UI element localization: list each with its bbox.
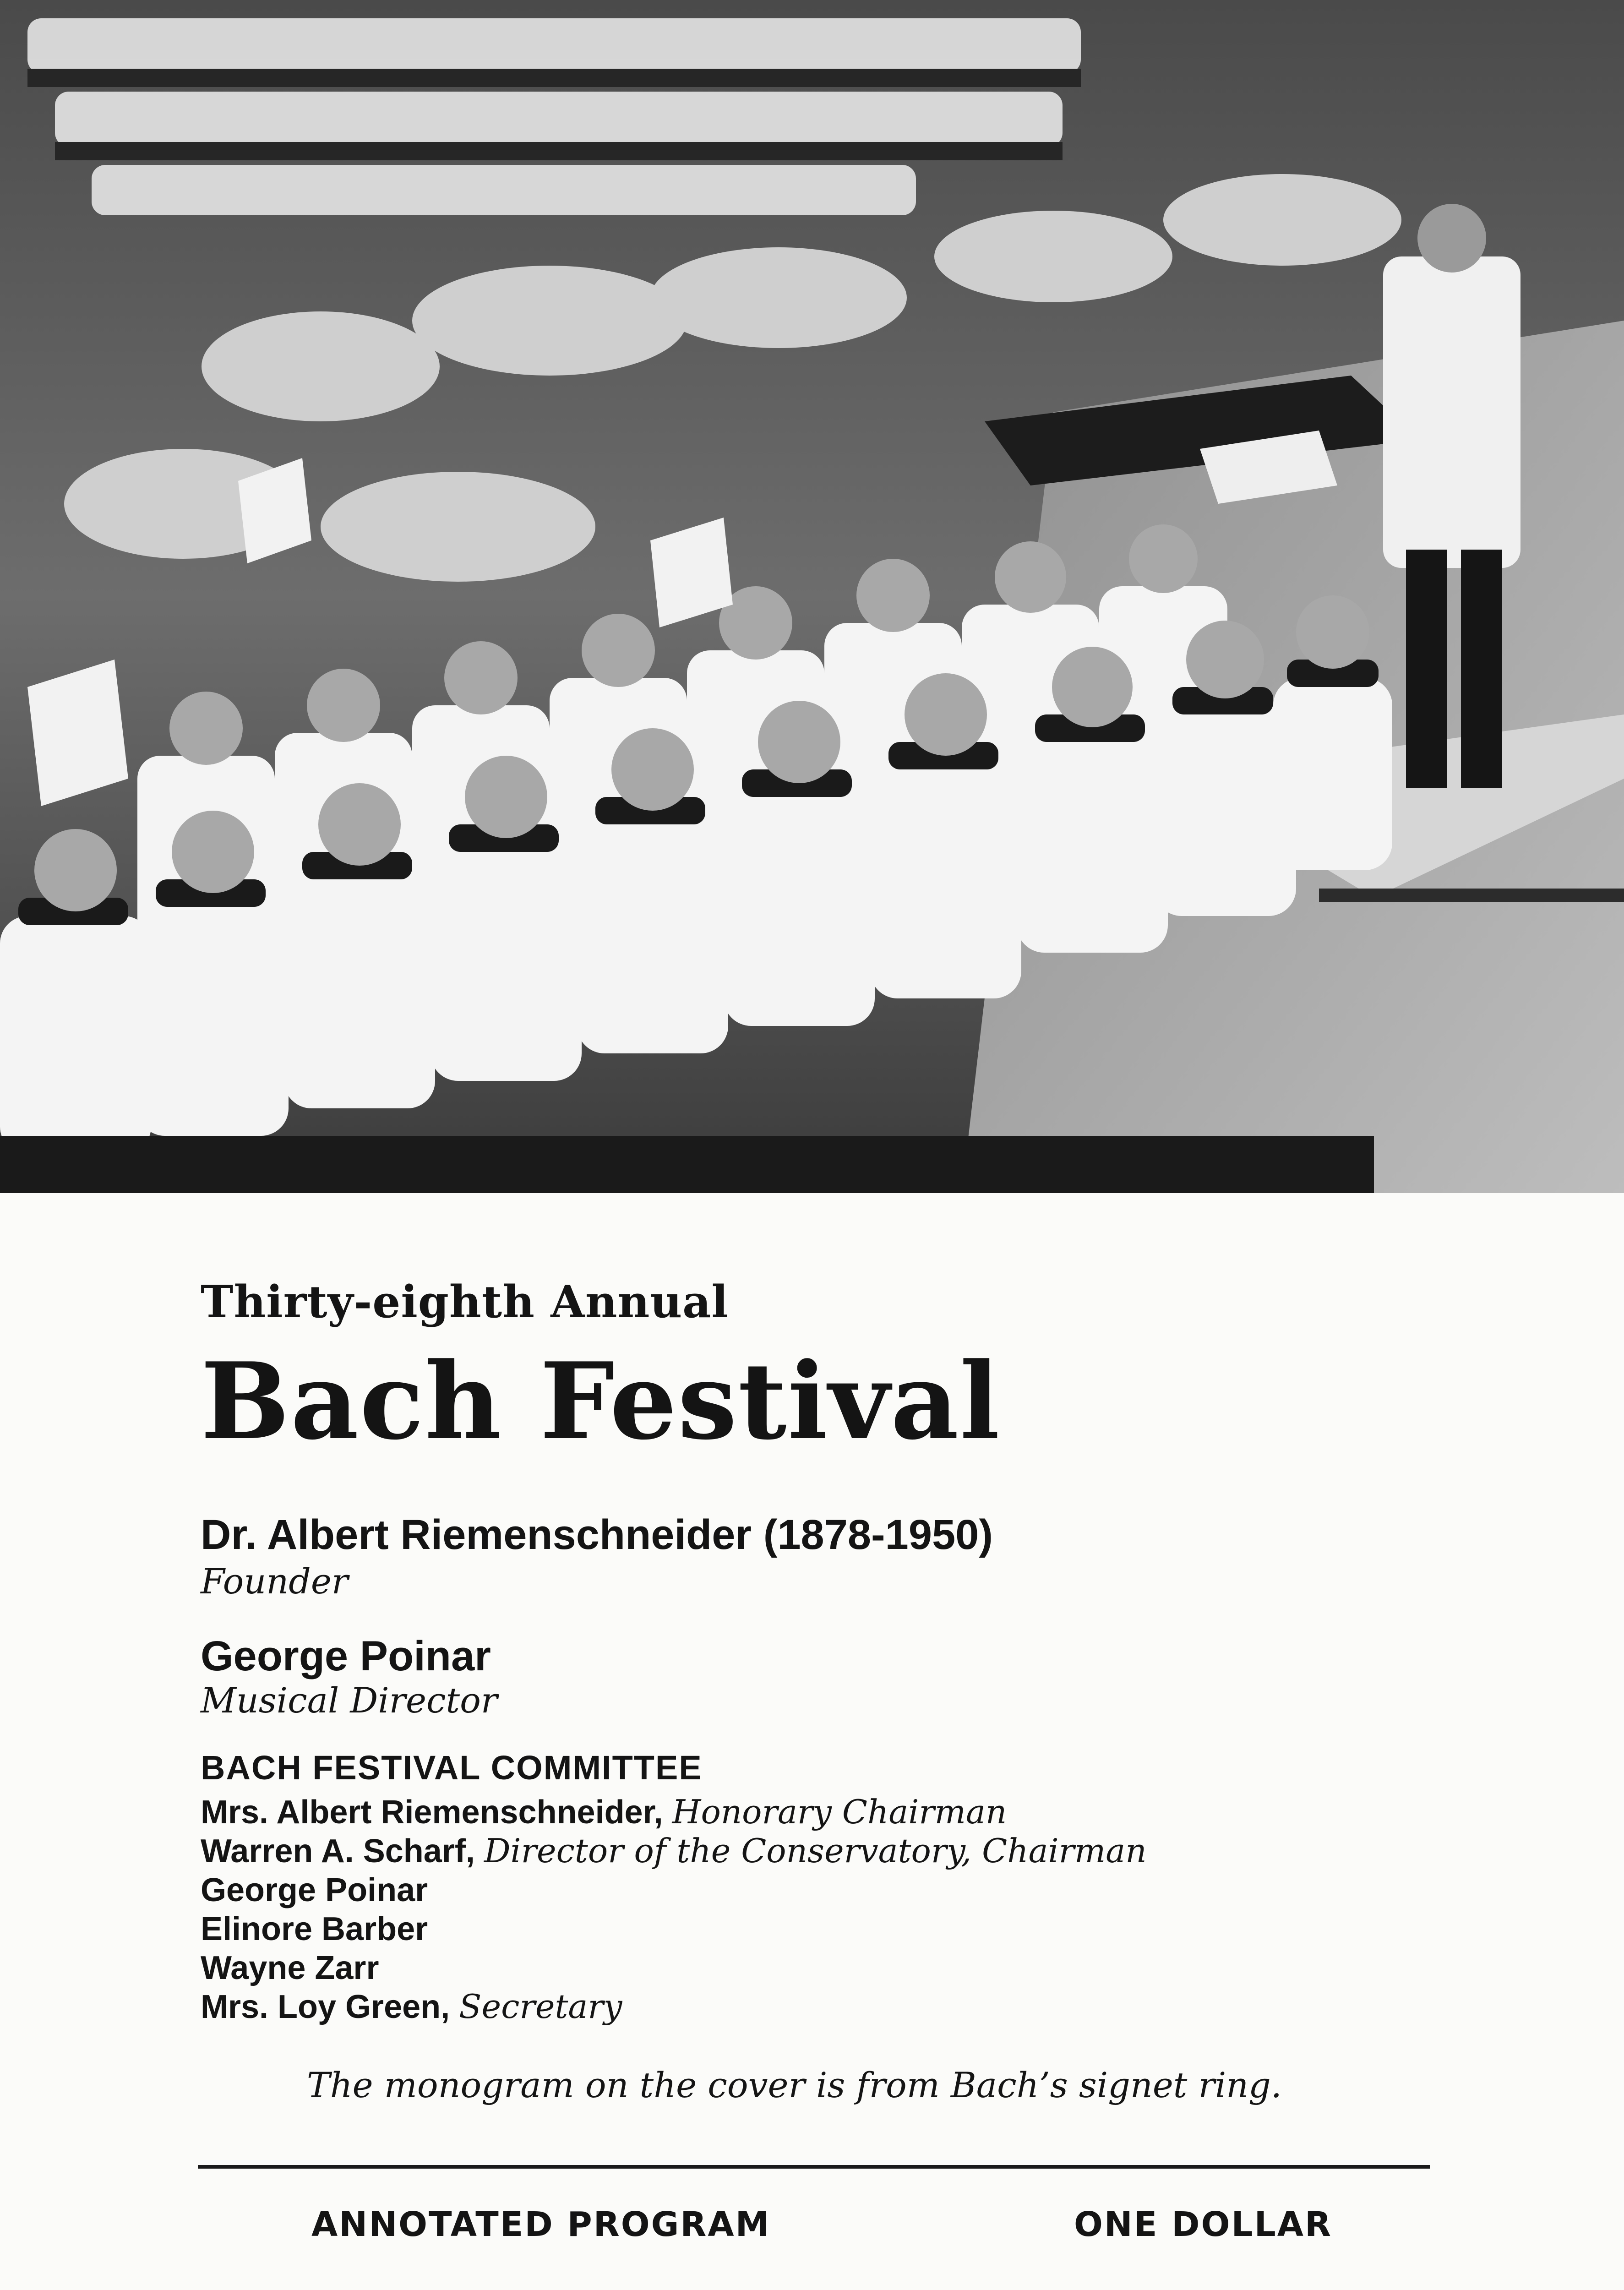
committee-member: Mrs. Albert Riemenschneider, Honorary Chairman: [201, 1793, 1007, 1831]
member-name: Warren A. Scharf: [201, 1833, 466, 1870]
founder-role: Founder: [201, 1561, 349, 1602]
committee-heading: BACH FESTIVAL COMMITTEE: [201, 1749, 703, 1787]
committee-member: Mrs. Loy Green, Secretary: [201, 1987, 622, 2026]
footer-divider: [198, 2165, 1430, 2169]
member-name: George Poinar: [201, 1872, 428, 1908]
member-name: Wayne Zarr: [201, 1950, 379, 1986]
member-title: Honorary Chairman: [672, 1793, 1007, 1831]
committee-member: [201, 1873, 428, 1907]
committee-member: Warren A. Scharf, Director of the Conservatory, Chairman: [201, 1832, 1147, 1870]
director-role: Musical Director: [201, 1680, 498, 1721]
footer-price: ONE DOLLAR: [1074, 2205, 1333, 2244]
program-page: [0, 1193, 1624, 2290]
member-title: Secretary: [459, 1987, 622, 2026]
member-name: Elinore Barber: [201, 1911, 428, 1947]
director-name: George Poinar: [201, 1633, 491, 1679]
footer-annotated-program: ANNOTATED PROGRAM: [311, 2205, 771, 2244]
committee-member: [201, 1951, 379, 1985]
founder-name: Dr. Albert Riemenschneider (1878-1950): [201, 1511, 993, 1558]
cover-note: The monogram on the cover is from Bach’s signet ring.: [307, 2065, 1282, 2105]
member-name: Mrs. Albert Riemenschneider: [201, 1794, 654, 1831]
festival-subtitle: Thirty-eighth Annual: [201, 1276, 729, 1328]
festival-title: Bach Festival: [201, 1340, 1001, 1463]
committee-member: [201, 1912, 428, 1946]
member-title: Director of the Conservatory, Chairman: [484, 1832, 1147, 1870]
member-name: Mrs. Loy Green: [201, 1989, 441, 2025]
